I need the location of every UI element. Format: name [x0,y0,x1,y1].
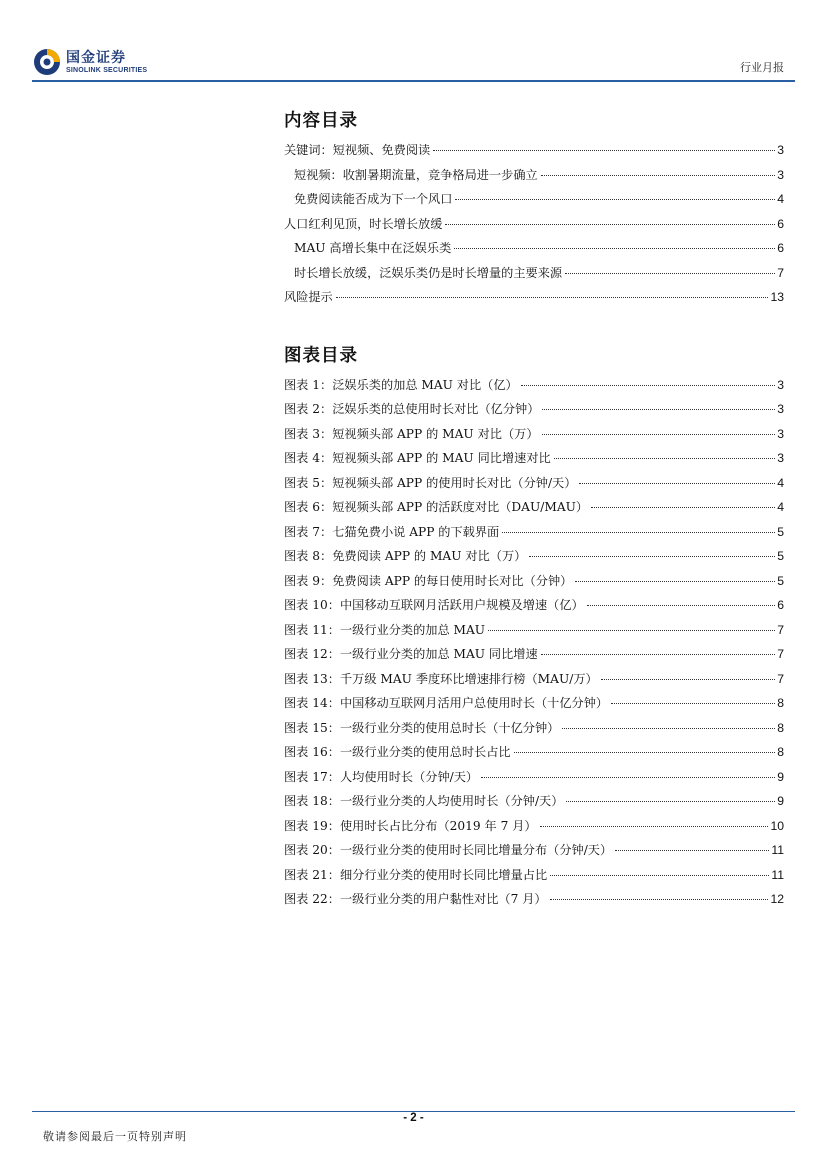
toc-entry-page: 4 [777,192,784,206]
dot-leader [554,458,776,459]
figure-entry-text: 图表 9：免费阅读 APP 的每日使用时长对比（分钟） [284,573,573,588]
dot-leader [445,224,775,225]
figure-entry[interactable] [284,471,784,496]
figure-entry-page: 10 [770,818,784,833]
figure-entry-text: 图表 14：中国移动互联网月活用户总使用时长（十亿分钟） [284,696,609,710]
figure-entry-text: 图表 13：千万级 MAU 季度环比增速排行榜（MAU/万） [284,671,598,686]
figure-entry[interactable] [284,544,784,569]
toc-entry-page: 13 [770,290,784,304]
dot-leader [566,801,775,802]
figure-entry-page: 12 [770,892,784,906]
dot-leader [615,850,769,851]
dot-leader [611,703,775,704]
dot-leader [521,385,775,386]
dot-leader [542,409,775,410]
figure-entry[interactable] [284,446,784,471]
toc-entry[interactable] [284,212,784,237]
figure-entry-page: 11 [771,843,784,857]
toc-entry[interactable] [284,261,784,286]
report-type-label: 行业月报 [740,61,784,74]
figure-entry-text: 图表 7：七猫免费小说 APP 的下载界面 [284,524,500,539]
header-divider [32,80,795,82]
figure-entry-page: 4 [777,475,784,490]
dot-leader [575,581,775,582]
figures-list-title: 图表目录 [284,345,358,366]
figure-entry-page: 5 [777,573,784,588]
dot-leader [433,150,775,151]
dot-leader [455,199,775,200]
figure-entry[interactable] [284,814,784,839]
page-header [0,0,827,82]
dot-leader [502,532,775,533]
dot-leader [540,826,769,827]
figure-entry-page: 11 [771,867,784,882]
figure-entry-page: 3 [777,377,784,392]
company-logo [32,46,147,78]
figure-entry-text: 图表 16：一级行业分类的使用总时长占比 [284,745,511,759]
dot-leader [454,248,775,249]
figure-entry[interactable] [284,838,784,863]
figure-entry-page: 9 [777,794,784,808]
figure-entry-text: 图表 22：一级行业分类的用户黏性对比（7 月） [284,892,547,906]
figure-entry-text: 图表 2：泛娱乐类的总使用时长对比（亿分钟） [284,402,540,416]
toc-entry-page: 7 [777,265,784,280]
figure-entry-page: 3 [777,451,784,465]
toc-entry-page: 6 [777,241,784,255]
figure-entry[interactable] [284,373,784,398]
figure-entry[interactable] [284,397,784,422]
figure-entry[interactable] [284,863,784,888]
figure-entry-text: 图表 20：一级行业分类的使用时长同比增量分布（分钟/天） [284,843,613,857]
logo-english-name: SINOLINK SECURITIES [66,66,148,74]
figure-entry-text: 图表 8：免费阅读 APP 的 MAU 对比（万） [284,549,527,563]
toc-entry-page: 3 [777,167,784,182]
figure-entry[interactable] [284,789,784,814]
figure-entry[interactable] [284,520,784,545]
dot-leader [601,679,776,680]
page-number: - 2 - [403,1112,424,1124]
figure-entry-text: 图表 18：一级行业分类的人均使用时长（分钟/天） [284,794,564,808]
dot-leader [591,507,775,508]
toc-entry-text: 关键词：短视频、免费阅读 [284,143,431,157]
section-spacer [284,310,784,339]
figure-entry-page: 8 [777,696,784,710]
dot-leader [336,297,769,298]
toc-entry-text: 风险提示 [284,290,333,304]
dot-leader [541,175,775,176]
toc-entry[interactable] [284,285,784,310]
figure-entry-text: 图表 11：一级行业分类的加总 MAU [284,622,486,637]
dot-leader [550,875,769,876]
figure-entry[interactable] [284,740,784,765]
figure-entry-text: 图表 3：短视频头部 APP 的 MAU 对比（万） [284,426,539,441]
figure-entry[interactable] [284,495,784,520]
figure-entry-text: 图表 15：一级行业分类的使用总时长（十亿分钟） [284,720,560,735]
figure-entry-page: 7 [777,622,784,637]
figure-entry-text: 图表 1：泛娱乐类的加总 MAU 对比（亿） [284,377,518,392]
dot-leader [488,630,775,631]
figure-entry-page: 4 [777,500,784,514]
dot-leader [529,556,775,557]
figure-entry-text: 图表 12：一级行业分类的加总 MAU 同比增速 [284,647,538,661]
toc-entry-page: 3 [777,143,784,157]
figure-entry[interactable] [284,716,784,741]
dot-leader [541,654,776,655]
figure-entry-text: 图表 10：中国移动互联网月活跃用户规模及增速（亿） [284,598,584,612]
dot-leader [587,605,776,606]
dot-leader [562,728,775,729]
toc-entry-text: 人口红利见顶，时长增长放缓 [284,216,443,231]
toc-entry[interactable] [284,187,784,212]
disclaimer-note: 敬请参阅最后一页特别声明 [43,1130,187,1143]
figure-entry-text: 图表 17：人均使用时长（分钟/天） [284,769,479,784]
figure-entry-page: 7 [777,671,784,686]
figure-entry[interactable] [284,887,784,912]
figure-entry-page: 9 [777,769,784,784]
figure-entry[interactable] [284,642,784,667]
figure-entry-page: 6 [777,598,784,612]
figure-entry[interactable] [284,618,784,643]
figure-entry-text: 图表 19：使用时长占比分布（2019 年 7 月） [284,818,537,833]
figure-entry-text: 图表 5：短视频头部 APP 的使用时长对比（分钟/天） [284,475,577,490]
dot-leader [481,777,775,778]
toc-entry-text: 短视频：收割暑期流量，竞争格局进一步确立 [294,167,538,182]
dot-leader [542,434,776,435]
figure-entry-text: 图表 21：细分行业分类的使用时长同比增量占比 [284,867,548,882]
table-of-contents-page [284,104,784,912]
dot-leader [514,752,776,753]
toc-entry-text: 时长增长放缓，泛娱乐类仍是时长增量的主要来源 [294,265,563,280]
figure-entry[interactable] [284,422,784,447]
figure-entry-page: 8 [777,745,784,759]
figure-entry[interactable] [284,667,784,692]
toc-entry-text: 免费阅读能否成为下一个风口 [294,192,453,206]
toc-entry[interactable] [284,236,784,261]
figure-entry[interactable] [284,569,784,594]
figure-entry[interactable] [284,691,784,716]
figure-entry-page: 8 [777,720,784,735]
figure-entry-text: 图表 6：短视频头部 APP 的活跃度对比（DAU/MAU） [284,500,589,514]
figure-entry-page: 7 [777,647,784,661]
figure-entry[interactable] [284,593,784,618]
toc-entry-text: MAU 高增长集中在泛娱乐类 [294,241,452,255]
toc-entry[interactable] [284,138,784,163]
toc-entry-page: 6 [777,216,784,231]
toc-title: 内容目录 [284,111,358,131]
figure-entry-page: 3 [777,402,784,416]
logo-mark-icon [32,47,62,77]
dot-leader [550,899,769,900]
dot-leader [565,273,775,274]
figure-entry[interactable] [284,765,784,790]
figure-entry-text: 图表 4：短视频头部 APP 的 MAU 同比增速对比 [284,451,551,465]
figure-entry-page: 5 [777,549,784,563]
toc-entry[interactable] [284,163,784,188]
figure-entry-page: 3 [777,426,784,441]
figure-entry-page: 5 [777,524,784,539]
dot-leader [579,483,775,484]
logo-chinese-name: 国金证券 [66,49,126,66]
